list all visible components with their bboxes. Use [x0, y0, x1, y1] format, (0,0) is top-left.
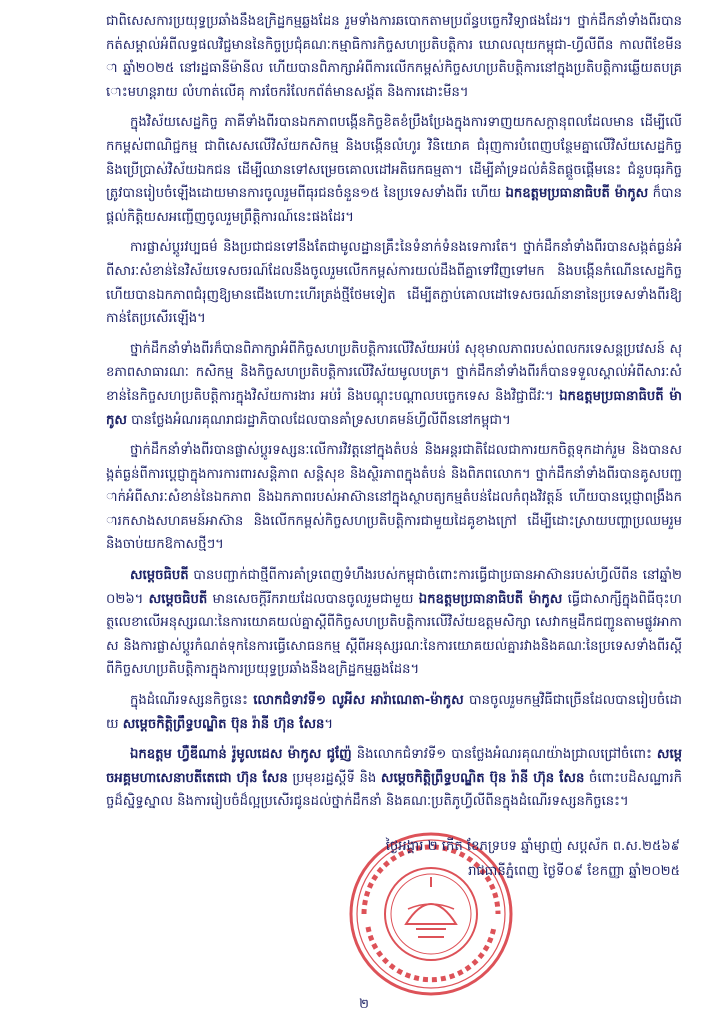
paragraph-text: ក៏បានផ្តល់កិត្តិយសអញ្ជើញចូលរួមព្រឹត្តិការណ៍នេះផងដែរ។	[106, 186, 682, 225]
paragraph	[106, 10, 682, 104]
bold-name-text: ឯកឧត្តម ហ្វឺឌីណាន់ រ៉ូមូលដេស ម៉ាកូស ជូញ៉ែ	[130, 747, 352, 763]
paragraph-text: បានបញ្ជាក់ជាថ្មីពីការគាំទ្រពេញទំហឹងរបស់កម្ពុជាចំពោះការធ្វើជាប្រធានអាស៊ានរបស់ហ្វីលីពីន នៅឆ្នាំ២០២៦។	[106, 568, 682, 607]
bold-name-text: ឯកឧត្តមប្រធានាធិបតី ម៉ាកូស	[418, 591, 563, 607]
paragraph	[106, 236, 682, 330]
date-lunar: ថ្ងៃអង្គារ ២ កើត ខែភទ្របទ ឆ្នាំម្សាញ់ សប្តស័ក ព.ស.២៥៦៩	[385, 839, 680, 854]
bold-name-text: សម្តេចធិបតី	[148, 591, 208, 607]
paragraph-text: ធ្វើជាសាក្សីក្នុងពិធីចុះហត្ថលេខាលើអនុស្សរណៈនៃការយោគយល់គ្នាស្តីពីកិច្ចសហប្រតិបត្តិការលើវិស័យឧត្តមសិក្សា សេវាកម្មដឹកជញ្ជូនតាមផ្លូវអាកាស និងការផ្លាស់ប្តូរកំណត់ទុកនៃការធ្វើសោធនកម្ម ស្តីពីអនុស្សរណៈនៃការយោគយល់គ្នារវាងនិងគណៈនៃប្រទេសទាំងពីរស្តីពីកិច្ចសហប្រតិបត្តិការក្នុងការប្រយុទ្ធប្រឆាំងនឹងឧក្រិដ្ឋកម្មឆ្លងដែន។	[106, 591, 682, 678]
paragraph-text: បានថ្លែងអំណរគុណរាជរដ្ឋាភិបាលដែលបានគាំទ្រសហគមន៍ហ្វីលីពីននៅកម្ពុជា។	[126, 412, 511, 428]
paragraph-text: ក្នុងវិស័យសេដ្ឋកិច្ច ភាគីទាំងពីរបានឯកភាពបង្កើនកិច្ចខិតខំប្រឹងប្រែងក្នុងការទាញយកសក្តានុពលដែលមាន ដើម្បីលើកកម្ពស់ពាណិជ្ជកម្ម ជាពិសេសលើវិស័យកសិកម្ម និងបង្កើនលំហូរ វិនិយោគ ជំរុញការបំពេញបន្ថែមគ្នាលើវិស័យសេដ្ឋកិច្ច និងប្រើប្រាស់វិស័យឯកជន ដើម្បីឈានទៅសម្រេចគោលដៅអតិរេកធម្មតា។ ដើម្បីគាំទ្រដល់គំនិតផ្តួចផ្តើមនេះ ជំនួបធុរកិច្ចត្រូវបានរៀបចំឡើងដោយមានការចូលរួមពីធុរជនចំនួន១៥ នៃប្រទេសទាំងពីរ ហើយ	[106, 115, 682, 202]
paragraph	[106, 439, 682, 557]
paragraph-text: ក្នុងដំណើរទស្សនកិច្ចនេះ	[130, 693, 254, 709]
bold-name-text: សម្តេចកិត្តិព្រឹទ្ធបណ្ឌិត ប៊ុន រ៉ានី ហ៊ុន សែន	[122, 716, 325, 732]
paragraph-text: ចំពោះបដិសណ្ឋារកិច្ចដ៏ស្និទ្ធស្នាល និងការរៀបចំដ៏ល្អប្រសើរជូនដល់ថ្នាក់ដឹកនាំ និងគណៈប្រតិភូហ្វីលីពីនក្នុងដំណើរទស្សនកិច្ចនេះ។	[106, 770, 682, 810]
bold-name-text: សម្តេចធិបតី	[130, 568, 189, 584]
bold-name-text: ឯកឧត្តមប្រធានាធិបតី ម៉ាកូស	[505, 186, 649, 202]
page-number: ២	[359, 997, 369, 1012]
paragraph	[106, 743, 682, 814]
bold-name-text: សម្តេចកិត្តិព្រឹទ្ធបណ្ឌិត ប៊ុន រ៉ានី ហ៊ុន សែន	[380, 770, 585, 786]
paragraph-text: និងលោកជំទាវទី១ បានថ្លែងអំណរគុណយ៉ាងជ្រាលជ្រៅចំពោះ	[351, 747, 657, 763]
paragraph-text: ថ្នាក់ដឹកនាំទាំងពីរបានផ្លាស់ប្តូរទស្សនៈលើការវិវត្តនៅក្នុងតំបន់ និងអន្តរជាតិដែលជាការយកចិត្តទុកដាក់រួម និងបានសង្កត់ធ្ងន់ពីការប្តេជ្ញាក្នុងការការពារសន្តិភាព សន្តិសុខ និងស្ថិរភាពក្នុងតំបន់ និងពិភពលោក។ ថ្នាក់ដឹកនាំទាំងពីរបានគូសបញ្ជាក់អំពីសារៈសំខាន់នៃឯកភាព និងឯកភាពរបស់អាស៊ាននៅក្នុងស្ថាបត្យកម្មតំបន់ដែលកំពុងវិវត្តន៍ ហើយបានប្តេជ្ញាពង្រឹងការកសាងសហគមន៍អាស៊ាន និងលើកកម្ពស់កិច្ចសហប្រតិបត្តិការជាមួយដៃគូខាងក្រៅ ដើម្បីដោះស្រាយបញ្ហាប្រឈមរួម និងចាប់យកឱកាសថ្មីៗ។	[106, 443, 682, 553]
document-body	[106, 10, 682, 814]
paragraph-text: ជាពិសេសការប្រយុទ្ធប្រឆាំងនឹងឧក្រិដ្ឋកម្មឆ្លងដែន រួមទាំងការឆបោកតាមប្រព័ន្ធបច្ចេកវិទ្យាផងដែរ។ ថ្នាក់ដឹកនាំទាំងពីរបានកត់សម្គាល់អំពីលទ្ធផលវិជ្ជមាននៃកិច្ចប្រជុំគណៈកម្មាធិការកិច្ចសហប្រតិបត្តិការ ឃោលលុយកម្ពុជា-ហ្វីលីពីន កាលពីខែមីនា ឆ្នាំ២០២៥ នៅរដ្ឋធានីម៉ានីល ហើយបានពិភាក្សាអំពីការលើកកម្ពស់កិច្ចសហប្រតិបត្តិការនៅក្នុងប្រតិបត្តិការឆ្លើយតបគ្រោះមហន្តរាយ លំហាត់លើគុ ការចែករំលែកព័ត៌មានសង្គ័ត និងការដោះមីន។	[106, 14, 682, 100]
bold-name-text: សម្តេចអគ្គមហាសេនាបតីតេជោ ហ៊ុន សែន	[106, 747, 683, 786]
bold-name-text: ឯកឧត្តមប្រធានាធិបតី ម៉ាកូស	[106, 388, 682, 428]
paragraph-text: មានសេចក្តីរីករាយដែលបានចូលរួមជាមួយ	[207, 591, 419, 607]
paragraph	[106, 111, 682, 229]
paragraph-text: ការផ្លាស់ប្តូរវប្បធម៌ និងប្រជាជនទៅនឹងតែជាមូលដ្ឋានគ្រឹះនៃទំនាក់ទំនងទេការតែ។ ថ្នាក់ដឹកនាំទាំងពីរបានសង្កត់ធ្ងន់អំពីសារៈសំខាន់នៃវិស័យទេសចរណ៍ដែលនឹងចូលរួមលើកកម្ពស់ការយល់ដឹងពីគ្នាទៅវិញទៅមក និងបង្កើនកំណើនសេដ្ឋកិច្ច ហើយបានឯកភាពជំរុញឱ្យមានជើងហោះហើរត្រង់ថ្មីថែមទៀត ដើម្បីតភ្ជាប់គោលដៅទេសចរណ៍នានានៃប្រទេសទាំងពីរឱ្យកាន់តែប្រសើរឡើង។	[106, 240, 682, 327]
paragraph-text: ប្រមុខរដ្ឋស្តីទី និង	[287, 770, 381, 786]
paragraph-text: ។	[324, 716, 334, 732]
bold-name-text: លោកជំទាវទី១ លូអីស អារ៉ាណេតា-ម៉ាកូស	[253, 693, 464, 709]
paragraph-text: បានចូលរួមកម្មវិធីជាច្រើនដែលបានរៀបចំដោយ	[106, 693, 682, 732]
paragraph	[106, 689, 682, 736]
paragraph	[106, 338, 682, 432]
paragraph-text: ថ្នាក់ដឹកនាំទាំងពីរក៏បានពិភាក្សាអំពីកិច្ចសហប្រតិបត្តិការលើវិស័យអប់រំ សុខុមាលភាពរបស់ពលករទេសន្តប្រវេសន៍ សុខភាពសាធារណៈ កសិកម្ម និងកិច្ចសហប្រតិបត្តិការលើវិស័យមូលបត្រ។ ថ្នាក់ដឹកនាំទាំងពីរក៏បានទទួលស្គាល់អំពីសារៈសំខាន់នៃកិច្ចសហប្រតិបត្តិការក្នុងវិស័យការងារ អប់រំ និងបណ្តុះបណ្តាលបច្ចេកទេស និងវិជ្ជាជីវៈ។	[106, 341, 682, 404]
paragraph	[106, 564, 682, 682]
date-solar: រាជធានីភ្នំពេញ ថ្ងៃទី០៩ ខែកញ្ញា ឆ្នាំ២០២៥	[468, 864, 680, 879]
